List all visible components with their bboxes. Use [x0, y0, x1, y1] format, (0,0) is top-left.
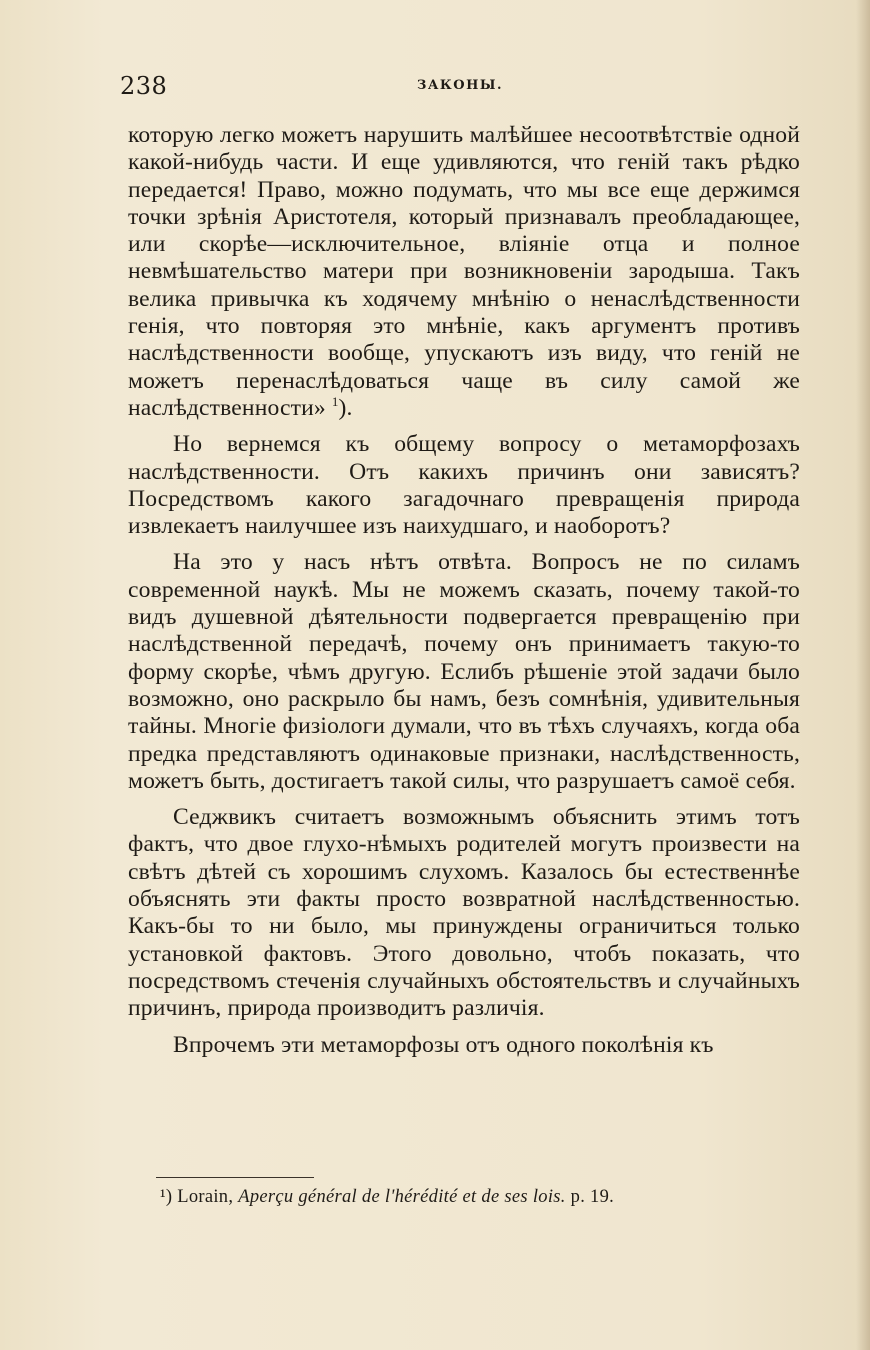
page-edge-shadow [856, 0, 870, 1350]
footnote [160, 1185, 800, 1209]
footnote-ref: 1 [331, 393, 339, 409]
paragraph-text: которую легко можетъ нарушить малѣйшее несоотвѣтствіе одной какой-нибудь части. И еще удивляются, что геній такъ рѣдко передается! Право, можно подумать, что мы все еще держимся точки зрѣнія Аристотеля, который признавалъ преобладающее, или скорѣе—исключительное, вліяніе отца и полное невмѣшательство матери при возникновеніи зародыша. Такъ велика привычка къ ходячему мнѣнію о ненаслѣдственности генія, что повторяя это мнѣніе, какъ аргументъ противъ наслѣдственности вообще, упускаютъ изъ виду, что геній не можетъ перенаслѣдоваться чаще въ силу самой же наслѣдственности» [128, 122, 800, 421]
footnote-author: Lorain, [177, 1187, 234, 1207]
paragraph-2: Но вернемся къ общему вопросу о метаморфозахъ наслѣдственности. Отъ какихъ причинъ они зависятъ? Посредствомъ какого загадочнаго превращенія природа извлекаетъ наилучшее изъ наихудшаго, и наоборотъ? [128, 431, 800, 540]
paragraph-5: Впрочемъ эти метаморфозы отъ одного поколѣнія къ [173, 1031, 714, 1058]
paragraph-end: ). [338, 394, 353, 421]
body-text [128, 122, 800, 1059]
paragraph-1 [128, 122, 800, 422]
footnote-page: p. 19. [570, 1187, 615, 1207]
running-head: ЗАКОНЫ. [416, 78, 504, 93]
page-number: 238 [120, 72, 168, 100]
footnote-marker: ¹) [160, 1187, 173, 1207]
footnote-divider [156, 1177, 314, 1178]
footnote-title: Aperçu général de l'hérédité et de ses lois. [238, 1187, 566, 1207]
paragraph-3: На это у насъ нѣтъ отвѣта. Вопросъ не по силамъ современной наукѣ. Мы не можемъ сказать, почему такой-то видъ душевной дѣятельности подвергается превращенію при наслѣдственной передачѣ, почему онъ принимаетъ такую-то форму скорѣе, чѣмъ другую. Еслибъ рѣшеніе этой задачи было возможно, оно раскрыло бы намъ, безъ сомнѣнія, удивительныя тайны. Многіе физіологи думали, что въ тѣхъ случаяхъ, когда оба предка представляютъ одинаковые признаки, наслѣдственность, можетъ быть, достигаетъ такой силы, что разрушаетъ самоё себя. [128, 549, 800, 794]
paragraph-4: Седжвикъ считаетъ возможнымъ объяснить этимъ тотъ фактъ, что двое глухо-нѣмыхъ родителей могутъ произвести на свѣтъ дѣтей съ хорошимъ слухомъ. Казалось бы естественнѣе объяснять эти факты просто возвратной наслѣдственностью. Какъ-бы то ни было, мы принуждены ограничиться только установкой фактовъ. Этого довольно, чтобъ показать, что посредствомъ стеченія случайныхъ обстоятельствъ и случайныхъ причинъ, природа производитъ различія. [128, 804, 800, 1022]
page-header [120, 72, 800, 104]
